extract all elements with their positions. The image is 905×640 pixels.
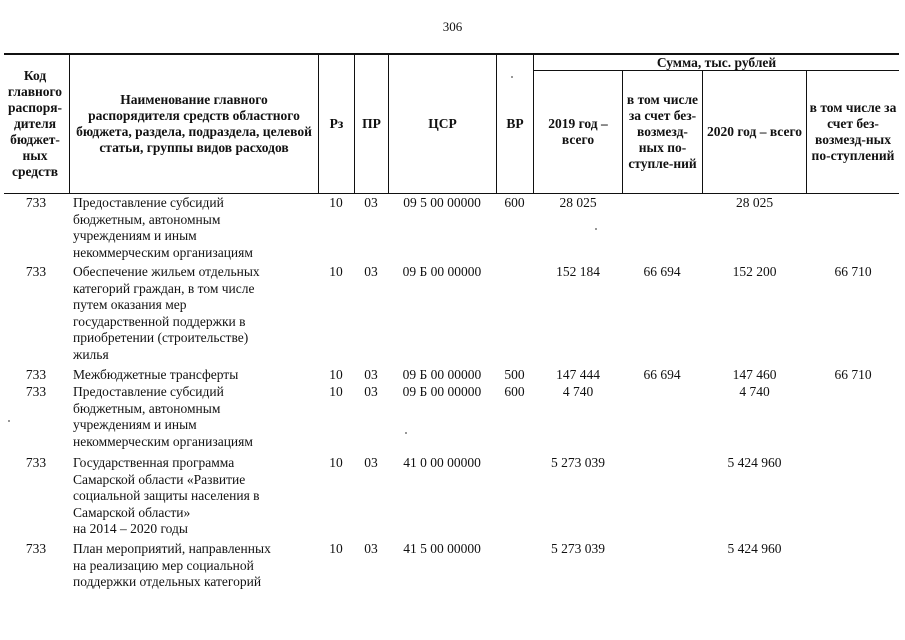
cell-pr: 03: [364, 195, 378, 210]
cell-2019: 5 273 039: [551, 541, 605, 556]
cell-pr: 03: [364, 264, 378, 279]
cell-csr: 09 Б 00 00000: [402, 264, 482, 279]
cell-rz: 10: [329, 367, 343, 382]
cell-2020-bv: 66 710: [834, 367, 872, 382]
scan-speck: [405, 432, 407, 434]
page-number: 306: [442, 19, 463, 34]
cell-pr: 03: [364, 367, 378, 382]
cell-2019: 28 025: [559, 195, 597, 210]
cell-2020: 5 424 960: [727, 541, 782, 556]
cell-name: Предоставление субсидий бюджетным, автономным учреждениям и иным некоммерческим организациям: [73, 384, 253, 449]
cell-csr: 09 Б 00 00000: [402, 367, 482, 382]
cell-rz: 10: [329, 455, 343, 470]
cell-2019-bv: 66 694: [643, 264, 681, 279]
cell-rz: 10: [329, 264, 343, 279]
header-rz: Рз: [329, 116, 344, 131]
cell-2019: 5 273 039: [551, 455, 605, 470]
cell-2020: 152 200: [732, 264, 777, 279]
cell-name: Предоставление субсидий бюджетным, автономным учреждениям и иным некоммерческим организациям: [73, 195, 253, 260]
cell-kod: 733: [25, 455, 47, 470]
cell-2019: 147 444: [556, 367, 600, 382]
cell-vr: 600: [504, 384, 525, 399]
cell-2020-bv: 66 710: [834, 264, 872, 279]
header-name: Наименование главного распорядителя средств областного бюджета, раздела, подраздела, целевой статьи, группы видов расходов: [76, 92, 312, 155]
cell-name: Межбюджетные трансферты: [73, 367, 239, 382]
cell-vr: 500: [504, 367, 525, 382]
header-2020: 2020 год – всего: [706, 124, 802, 139]
header-2019-bv: в том числе за счет без-возмезд-ных по-ступле-ний: [626, 92, 699, 171]
cell-2020: 4 740: [739, 384, 770, 399]
header-bottom-border: [4, 193, 899, 194]
header-csr: ЦСР: [428, 116, 457, 131]
cell-csr: 41 5 00 00000: [403, 541, 481, 556]
cell-rz: 10: [329, 541, 343, 556]
cell-pr: 03: [364, 541, 378, 556]
cell-csr: 09 5 00 00000: [403, 195, 481, 210]
col-divider: [622, 70, 623, 194]
cell-vr: 600: [504, 195, 525, 210]
cell-rz: 10: [329, 195, 343, 210]
header-pr: ПР: [362, 116, 381, 131]
cell-csr: 41 0 00 00000: [403, 455, 481, 470]
cell-2020: 5 424 960: [727, 455, 782, 470]
cell-2019-bv: 66 694: [643, 367, 681, 382]
header-2020-bv: в том числе за счет без-возмезд-ных по-ступлений: [809, 100, 897, 163]
cell-name: Государственная программа Самарской области «Развитие социальной защиты населения в Самарской области» на 2014 – 2020 годы: [73, 455, 260, 536]
cell-name: План мероприятий, направленных на реализацию мер социальной поддержки отдельных категорий: [73, 541, 271, 589]
cell-2020: 28 025: [735, 195, 774, 210]
cell-2020: 147 460: [732, 367, 777, 382]
cell-kod: 733: [25, 384, 47, 399]
cell-pr: 03: [364, 455, 378, 470]
scan-speck: [8, 420, 10, 422]
header-kod: Код главного распоря-дителя бюджет-ных средств: [7, 68, 63, 179]
scan-speck: [595, 228, 597, 230]
header-2019: 2019 год – всего: [548, 116, 608, 147]
cell-csr: 09 Б 00 00000: [402, 384, 482, 399]
cell-kod: 733: [25, 195, 47, 210]
cell-2019: 4 740: [562, 384, 594, 399]
cell-kod: 733: [25, 367, 47, 382]
cell-name: Обеспечение жильем отдельных категорий граждан, в том числе путем оказания мер государственной поддержки в приобретении (строительстве) жилья: [73, 264, 260, 362]
col-divider: [806, 70, 807, 194]
cell-rz: 10: [329, 384, 343, 399]
scan-speck: [511, 76, 513, 78]
cell-kod: 733: [25, 264, 47, 279]
header-vr: ВР: [506, 116, 524, 131]
cell-2019: 152 184: [556, 264, 600, 279]
header-summa: Сумма, тыс. рублей: [656, 54, 777, 70]
cell-pr: 03: [364, 384, 378, 399]
cell-kod: 733: [25, 541, 47, 556]
